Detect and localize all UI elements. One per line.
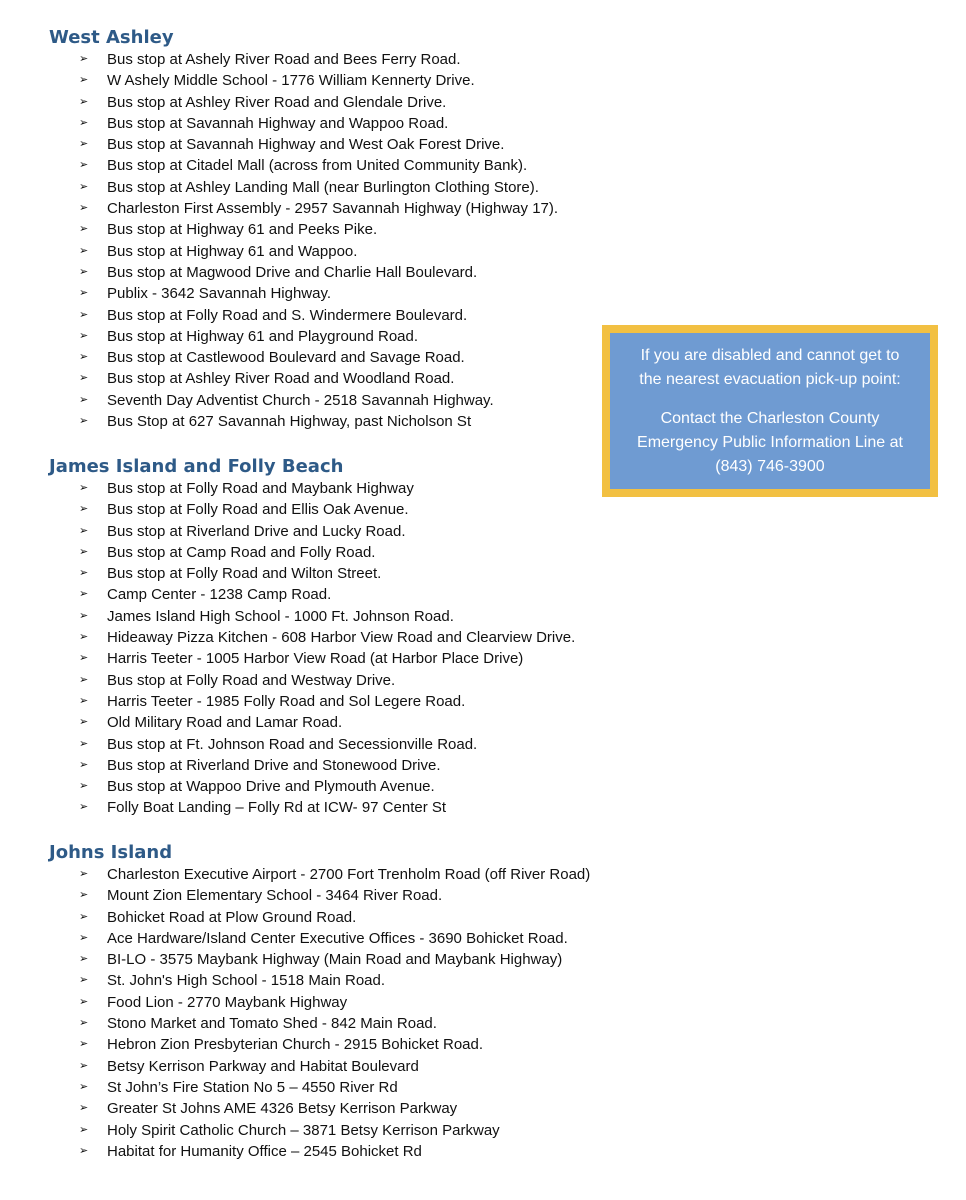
list-item-text: Bus stop at Citadel Mall (across from United Community Bank). (107, 157, 528, 175)
section-title: James Island and Folly Beach (49, 456, 344, 477)
list-item (49, 1098, 609, 1119)
list-item (49, 1034, 609, 1055)
list-item (49, 113, 609, 134)
list-item-text: Harris Teeter - 1005 Harbor View Road (at Harbor Place Drive) (107, 650, 524, 668)
list-item-text: Seventh Day Adventist Church - 2518 Savannah Highway. (107, 391, 494, 409)
arrow-bullet-icon: ➢ (79, 159, 89, 172)
arrow-bullet-icon: ➢ (79, 524, 89, 537)
list-item (49, 499, 609, 520)
list-item-text: Bus stop at Folly Road and Westway Drive. (107, 671, 396, 689)
arrow-bullet-icon: ➢ (79, 287, 89, 300)
list-item (49, 992, 609, 1013)
arrow-bullet-icon: ➢ (79, 716, 89, 729)
list-item-text: Bus stop at Riverland Drive and Stonewood Drive. (107, 756, 441, 774)
list-item-text: Hebron Zion Presbyterian Church - 2915 Bohicket Road. (107, 1036, 484, 1054)
arrow-bullet-icon: ➢ (79, 801, 89, 814)
list-item (49, 1013, 609, 1034)
arrow-bullet-icon: ➢ (79, 223, 89, 236)
list-item (49, 627, 609, 648)
arrow-bullet-icon: ➢ (79, 673, 89, 686)
list-item-text: Charleston Executive Airport - 2700 Fort Trenholm Road (off River Road) (107, 866, 591, 883)
arrow-bullet-icon: ➢ (79, 609, 89, 622)
list-item (49, 691, 609, 712)
arrow-bullet-icon: ➢ (79, 889, 89, 902)
arrow-bullet-icon: ➢ (79, 567, 89, 580)
list-item-text: Bus stop at Folly Road and Ellis Oak Avenue. (107, 501, 409, 519)
list-item (49, 155, 609, 176)
list-item (49, 776, 609, 797)
callout-panel (610, 333, 930, 489)
list-item (49, 390, 609, 411)
list-item-text: Camp Center - 1238 Camp Road. (107, 586, 332, 604)
list-item (49, 542, 609, 563)
callout-line: the nearest evacuation pick-up point: (639, 371, 901, 388)
arrow-bullet-icon: ➢ (79, 1038, 89, 1051)
callout-spacer (610, 392, 930, 407)
location-list (49, 864, 609, 1162)
list-item (49, 368, 609, 389)
arrow-bullet-icon: ➢ (79, 265, 89, 278)
arrow-bullet-icon: ➢ (79, 1017, 89, 1030)
arrow-bullet-icon: ➢ (79, 351, 89, 364)
list-item-text: Old Military Road and Lamar Road. (107, 714, 343, 732)
list-item (49, 1120, 609, 1141)
list-item-text: Bus stop at Savannah Highway and West Oak Forest Drive. (107, 136, 505, 154)
list-item (49, 797, 609, 818)
section-west-ashley (49, 27, 609, 432)
list-item (49, 283, 609, 304)
arrow-bullet-icon: ➢ (79, 202, 89, 215)
list-item (49, 928, 609, 949)
list-item-text: Stono Market and Tomato Shed - 842 Main Road. (107, 1015, 437, 1033)
arrow-bullet-icon: ➢ (79, 780, 89, 793)
list-item-text: James Island High School - 1000 Ft. Johnson Road. (107, 607, 454, 625)
list-item (49, 734, 609, 755)
list-item-text: Bus Stop at 627 Savannah Highway, past Nicholson St (107, 413, 472, 431)
arrow-bullet-icon: ➢ (79, 74, 89, 87)
section-johns-island (49, 842, 609, 1162)
list-item (49, 670, 609, 691)
list-item-text: Bus stop at Savannah Highway and Wappoo Road. (107, 114, 449, 132)
arrow-bullet-icon: ➢ (79, 1123, 89, 1136)
arrow-bullet-icon: ➢ (79, 116, 89, 129)
list-item-text: Bus stop at Ashley River Road and Woodland Road. (107, 370, 455, 388)
list-item-text: Ace Hardware/Island Center Executive Offices - 3690 Bohicket Road. (107, 929, 568, 947)
list-item-text: Betsy Kerrison Parkway and Habitat Boulevard (107, 1057, 419, 1075)
list-item (49, 219, 609, 240)
list-item-text: Bus stop at Folly Road and Maybank Highway (107, 480, 414, 497)
list-item (49, 411, 609, 432)
list-item (49, 864, 609, 885)
arrow-bullet-icon: ➢ (79, 1144, 89, 1157)
arrow-bullet-icon: ➢ (79, 910, 89, 923)
list-item-text: Holy Spirit Catholic Church – 3871 Betsy Kerrison Parkway (107, 1121, 500, 1139)
disability-info-callout (602, 325, 938, 497)
list-item-text: Bus stop at Highway 61 and Playground Road. (107, 327, 419, 345)
list-item-text: Food Lion - 2770 Maybank Highway (107, 993, 348, 1011)
list-item (49, 92, 609, 113)
list-item (49, 907, 609, 928)
list-item (49, 755, 609, 776)
section-title: West Ashley (49, 27, 174, 48)
list-item-text: W Ashely Middle School - 1776 William Kennerty Drive. (107, 72, 475, 90)
list-item-text: Habitat for Humanity Office – 2545 Bohicket Rd (107, 1142, 422, 1160)
arrow-bullet-icon: ➢ (79, 1059, 89, 1072)
list-item (49, 241, 609, 262)
arrow-bullet-icon: ➢ (79, 1080, 89, 1093)
list-item (49, 970, 609, 991)
location-list (49, 49, 609, 432)
list-item (49, 885, 609, 906)
list-item-text: Bus stop at Castlewood Boulevard and Savage Road. (107, 349, 465, 367)
arrow-bullet-icon: ➢ (79, 737, 89, 750)
list-item (49, 1141, 609, 1162)
list-item-text: Folly Boat Landing – Folly Rd at ICW- 97 Center St (107, 799, 447, 817)
arrow-bullet-icon: ➢ (79, 868, 89, 880)
list-item-text: Bus stop at Wappoo Drive and Plymouth Avenue. (107, 778, 435, 796)
arrow-bullet-icon: ➢ (79, 588, 89, 601)
arrow-bullet-icon: ➢ (79, 631, 89, 644)
arrow-bullet-icon: ➢ (79, 652, 89, 665)
callout-line: If you are disabled and cannot get to (640, 347, 900, 364)
arrow-bullet-icon: ➢ (79, 95, 89, 108)
list-item (49, 606, 609, 627)
list-item-text: St. John's High School - 1518 Main Road. (107, 972, 386, 990)
list-item-text: Bus stop at Ft. Johnson Road and Secessionville Road. (107, 735, 478, 753)
list-item-text: Bus stop at Ashely River Road and Bees Ferry Road. (107, 51, 461, 68)
list-item-text: Bohicket Road at Plow Ground Road. (107, 908, 357, 926)
list-item (49, 521, 609, 542)
arrow-bullet-icon: ➢ (79, 482, 89, 494)
arrow-bullet-icon: ➢ (79, 415, 89, 428)
arrow-bullet-icon: ➢ (79, 758, 89, 771)
list-item-text: Harris Teeter - 1985 Folly Road and Sol Legere Road. (107, 692, 466, 710)
arrow-bullet-icon: ➢ (79, 329, 89, 342)
list-item-text: Bus stop at Ashley Landing Mall (near Burlington Clothing Store). (107, 178, 539, 196)
callout-line: Contact the Charleston County (660, 410, 880, 427)
list-item (49, 949, 609, 970)
location-list (49, 478, 609, 819)
list-item (49, 563, 609, 584)
arrow-bullet-icon: ➢ (79, 372, 89, 385)
arrow-bullet-icon: ➢ (79, 995, 89, 1008)
list-item (49, 70, 609, 91)
arrow-bullet-icon: ➢ (79, 1102, 89, 1115)
callout-line: Emergency Public Information Line at (637, 434, 903, 451)
list-item-text: Charleston First Assembly - 2957 Savannah Highway (Highway 17). (107, 200, 559, 218)
arrow-bullet-icon: ➢ (79, 53, 89, 65)
arrow-bullet-icon: ➢ (79, 180, 89, 193)
list-item (49, 478, 609, 499)
list-item (49, 648, 609, 669)
arrow-bullet-icon: ➢ (79, 244, 89, 257)
arrow-bullet-icon: ➢ (79, 974, 89, 987)
list-item-text: Bus stop at Riverland Drive and Lucky Road. (107, 522, 406, 540)
list-item (49, 1056, 609, 1077)
list-item (49, 584, 609, 605)
list-item-text: BI-LO - 3575 Maybank Highway (Main Road and Maybank Highway) (107, 951, 563, 969)
list-item-text: Bus stop at Folly Road and S. Windermere Boulevard. (107, 306, 468, 324)
list-item (49, 326, 609, 347)
arrow-bullet-icon: ➢ (79, 308, 89, 321)
list-item-text: Bus stop at Camp Road and Folly Road. (107, 543, 376, 561)
list-item (49, 198, 609, 219)
arrow-bullet-icon: ➢ (79, 694, 89, 707)
list-item-text: Bus stop at Folly Road and Wilton Street. (107, 565, 382, 583)
list-item (49, 347, 609, 368)
list-item (49, 1077, 609, 1098)
arrow-bullet-icon: ➢ (79, 393, 89, 406)
list-item (49, 177, 609, 198)
list-item (49, 49, 609, 70)
arrow-bullet-icon: ➢ (79, 953, 89, 966)
arrow-bullet-icon: ➢ (79, 138, 89, 151)
list-item-text: St John’s Fire Station No 5 – 4550 River Rd (107, 1078, 398, 1096)
list-item-text: Greater St Johns AME 4326 Betsy Kerrison Parkway (107, 1100, 458, 1118)
arrow-bullet-icon: ➢ (79, 503, 89, 516)
list-item-text: Bus stop at Highway 61 and Wappoo. (107, 242, 358, 260)
arrow-bullet-icon: ➢ (79, 545, 89, 558)
list-item-text: Publix - 3642 Savannah Highway. (107, 285, 332, 303)
arrow-bullet-icon: ➢ (79, 931, 89, 944)
section-title: Johns Island (49, 842, 173, 863)
list-item-text: Bus stop at Highway 61 and Peeks Pike. (107, 221, 378, 239)
list-item-text: Bus stop at Magwood Drive and Charlie Hall Boulevard. (107, 263, 478, 281)
section-james-island-folly-beach (49, 456, 609, 819)
list-item (49, 305, 609, 326)
list-item-text: Mount Zion Elementary School - 3464 River Road. (107, 887, 443, 905)
callout-phone: (843) 746-3900 (715, 458, 825, 475)
list-item (49, 262, 609, 283)
list-item-text: Bus stop at Ashley River Road and Glendale Drive. (107, 93, 447, 111)
list-item (49, 712, 609, 733)
list-item-text: Hideaway Pizza Kitchen - 608 Harbor View Road and Clearview Drive. (107, 629, 576, 647)
list-item (49, 134, 609, 155)
